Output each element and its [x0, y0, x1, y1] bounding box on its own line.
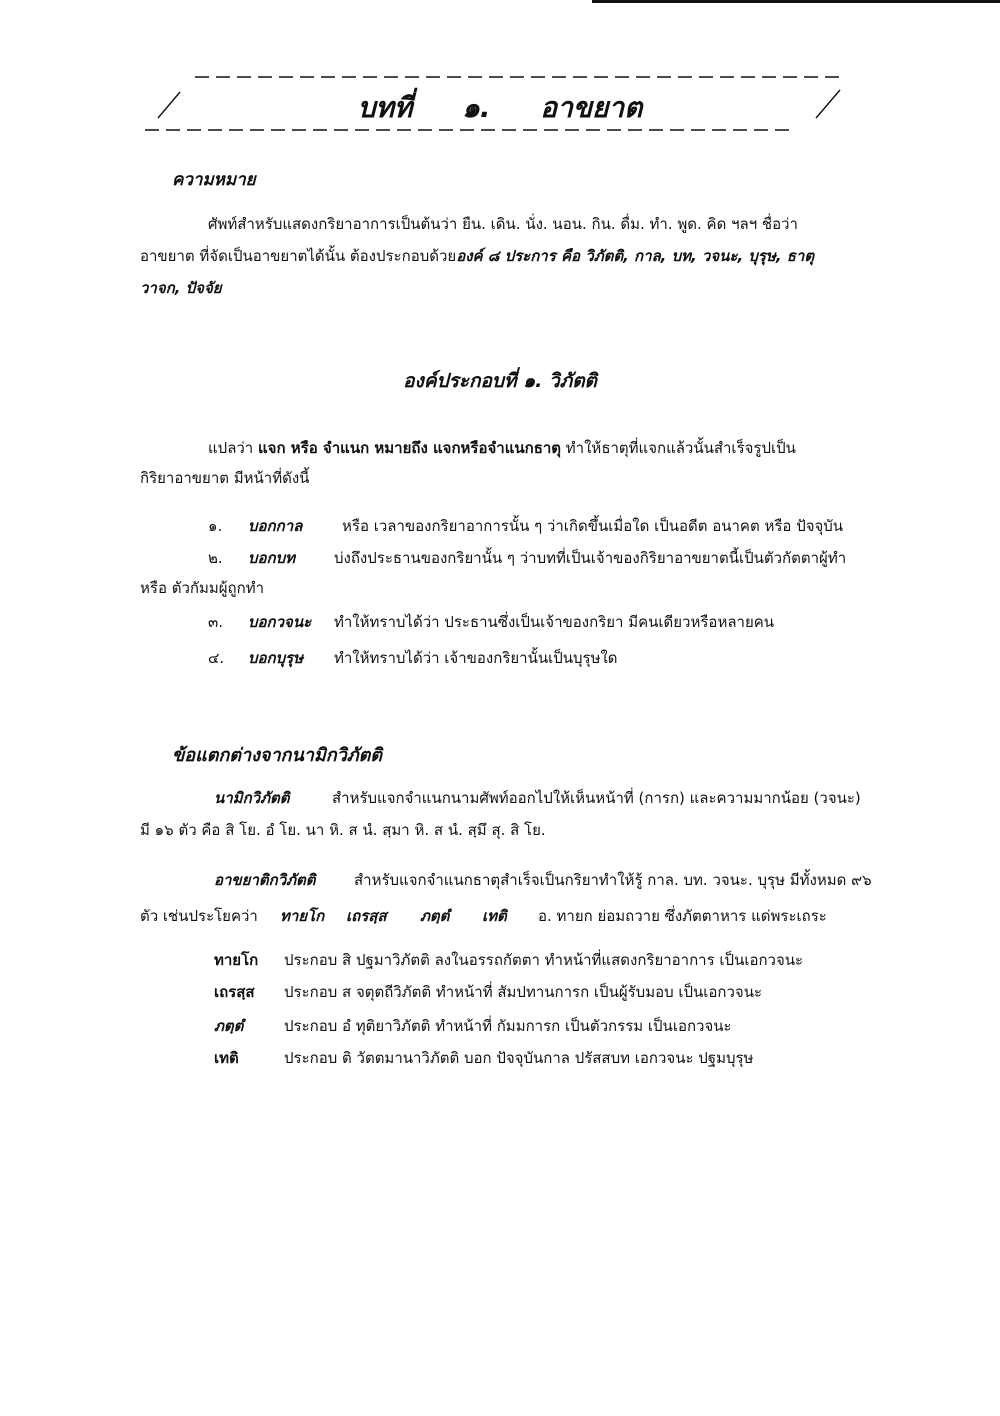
example-sentence: [140, 904, 827, 928]
analysis-text: ประกอบ ติ วัตตมานาวิภัตติ บอก ปัจจุบันกาล ปรัสสบท เอกวจนะ ปฐมบุรุษ: [284, 1049, 754, 1067]
example-word: เถรสฺส: [346, 907, 387, 925]
example-prefix: ตัว เช่นประโยคว่า: [140, 907, 258, 925]
meaning-heading: ความหมาย: [172, 170, 256, 190]
meaning-paragraph-line3: วาจก, ปัจจัย: [140, 279, 222, 297]
analysis-word: ภตฺตํ: [214, 1017, 244, 1035]
top-edge-line: [592, 0, 1000, 3]
analysis-word: เทติ: [214, 1049, 239, 1067]
item-text: ทำให้ทราบได้ว่า เจ้าของกริยานั้นเป็นบุรุษใด: [334, 649, 618, 667]
analysis-word: เถรสฺส: [214, 983, 255, 1001]
analysis-text: ประกอบ ส จตุตถีวิภัตติ ทำหน้าที่ สัมปทานการก เป็นผู้รับมอบ เป็นเอกวจนะ: [284, 983, 763, 1001]
item-label: บอกวจนะ: [248, 613, 312, 631]
intro-definition: แจก หรือ จำแนก หมายถึง แจกหรือจำแนกธาตุ: [258, 439, 562, 457]
item-number: ๔.: [208, 649, 225, 667]
function-item-2-continued: หรือ ตัวกัมมผู้ถูกทำ: [140, 579, 265, 597]
meaning-line2-text: อาขยาต ที่จัดเป็นอาขยาตได้นั้น ต้องประกอบด้วย: [140, 247, 457, 265]
word-analysis-2: [214, 980, 763, 1004]
word-analysis-3: [214, 1014, 732, 1038]
analysis-text: ประกอบ อํ ทุติยาวิภัตติ ทำหน้าที่ กัมมการก เป็นตัวกรรม เป็นเอกวจนะ: [284, 1017, 732, 1035]
item-number: ๒.: [208, 549, 223, 567]
item-label: บอกบุรุษ: [248, 649, 304, 667]
nami-label: นามิกวิภัตติ: [214, 789, 290, 807]
nami-text: สำหรับแจกจำแนกนามศัพท์ออกไปให้เห็นหน้าที่ (การก) และความมากน้อย (วจนะ): [332, 789, 861, 807]
chapter-title-frame: [140, 72, 860, 134]
word-analysis-1: [214, 948, 804, 972]
item-number: ๓.: [208, 613, 224, 631]
item-text: หรือ เวลาของกริยาอาการนั้น ๆ ว่าเกิดขึ้นเมื่อใด เป็นอดีต อนาคต หรือ ปัจจุบัน: [342, 517, 844, 535]
item-text: บ่งถึงประธานของกริยานั้น ๆ ว่าบทที่เป็นเจ้าของกิริยาอาขยาตนี้เป็นตัวกัตตาผู้ทำ: [334, 549, 847, 567]
nami-line2: มี ๑๖ ตัว คือ สิ โย. อํ โย. นา หิ. ส นํ. สฺมา หิ. ส นํ. สฺมึ สุ. สิ โย.: [140, 821, 546, 839]
component1-intro-line1: [208, 432, 868, 464]
intro-suffix: ทำให้ธาตุที่แจกแล้วนั้นสำเร็จรูปเป็น: [561, 439, 796, 457]
meaning-paragraph-line1: ศัพท์สำหรับแสดงกริยาอาการเป็นต้นว่า ยืน. เดิน. นั่ง. นอน. กิน. ดื่ม. ทำ. พูด. คิด ฯลฯ ชื่อว่า: [208, 215, 798, 233]
component1-intro-line2: กิริยาอาขยาต มีหน้าที่ดังนี้: [140, 469, 310, 487]
chapter-title: บทที่ ๑. อาขยาต: [357, 91, 643, 124]
akhyatika-text: สำหรับแจกจำแนกธาตุสำเร็จเป็นกริยาทำให้รู้ กาล. บท. วจนะ. บุรุษ มีทั้งหมด ๙๖: [354, 871, 872, 889]
analysis-text: ประกอบ สิ ปฐมาวิภัตติ ลงในอรรถกัตตา ทำหน้าที่แสดงกริยาอาการ เป็นเอกวจนะ: [284, 951, 804, 969]
analysis-word: ทายโก: [214, 951, 259, 969]
item-text: ทำให้ทราบได้ว่า ประธานซึ่งเป็นเจ้าของกริยา มีคนเดียวหรือหลายคน: [334, 613, 775, 631]
nami-definition: [214, 786, 861, 810]
item-number: ๑.: [208, 517, 223, 535]
akhyatika-label: อาขยาติกวิภัตติ: [214, 871, 316, 889]
item-label: บอกบท: [248, 549, 296, 567]
meaning-eight-components: องค์ ๘ ประการ คือ วิภัตติ, กาล, บท, วจนะ, บุรุษ, ธาตุ: [456, 247, 815, 265]
example-word: ทายโก: [280, 907, 325, 925]
component1-heading: องค์ประกอบที่ ๑. วิภัตติ: [403, 370, 597, 392]
meaning-paragraph-line2: [140, 240, 860, 272]
intro-prefix: แปลว่า: [208, 439, 258, 457]
word-analysis-4: [214, 1046, 754, 1070]
difference-heading: ข้อแตกต่างจากนามิกวิภัตติ: [172, 745, 382, 766]
akhyatika-definition: [214, 868, 872, 892]
example-word: เทติ: [482, 907, 507, 925]
example-word: ภตฺตํ: [420, 907, 450, 925]
example-translation: อ. ทายก ย่อมถวาย ซึ่งภัตตาหาร แด่พระเถระ: [538, 907, 827, 925]
item-label: บอกกาล: [248, 517, 303, 535]
